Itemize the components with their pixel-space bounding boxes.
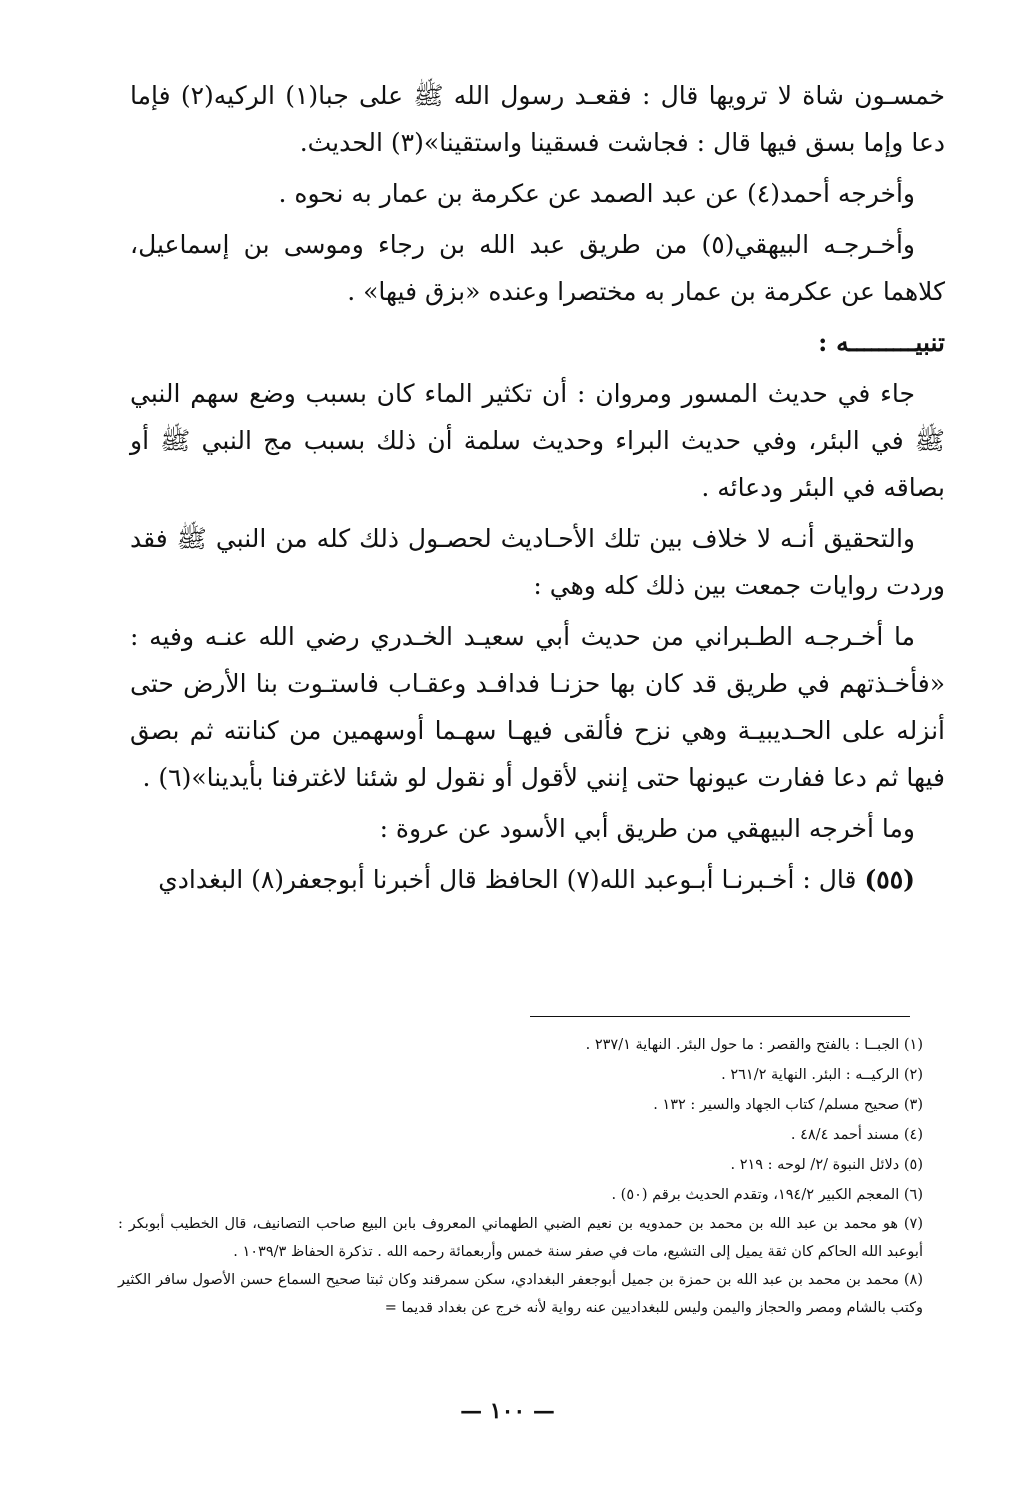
paragraph-5: والتحقيق أنـه لا خلاف بين تلك الأحـاديث لحصـول ذلك كله من النبي ﷺ فقد وردت روايات جمعت بين ذلك كله وهي : — [130, 524, 945, 600]
paragraph-4: جاء في حديث المسور ومروان : أن تكثير الماء كان بسبب وضع سهم النبي ﷺ في البئر، وفي حديث البراء وحديث سلمة أن ذلك بسبب مج النبي ﷺ أو بصاقه في البئر ودعائه . — [130, 379, 945, 502]
footnote-6: (٦) المعجم الكبير ١٩٤/٢، وتقدم الحديث برقم (٥٠) . — [611, 1187, 923, 1203]
footnote-2: (٢) الركيــه : البئر. النهاية ٢٦١/٢ . — [721, 1067, 923, 1083]
hadith-number: (٥٥) — [864, 865, 915, 894]
footnote-separator — [530, 1016, 910, 1017]
page-number: — ١٠٠ — — [460, 1398, 555, 1424]
paragraph-3: وأخـرجـه البيهقي(٥) من طريق عبد الله بن رجاء وموسى بن إسماعيل، كلاهما عن عكرمة بن عمار به مختصرا وعنده «بزق فيها» . — [130, 230, 945, 306]
footnote-3: (٣) صحيح مسلم/ كتاب الجهاد والسير : ١٣٢ . — [653, 1097, 923, 1113]
paragraph-8 — [130, 856, 945, 903]
footnote-5: (٥) دلائل النبوة /٢/ لوحه : ٢١٩ . — [730, 1157, 923, 1173]
footnotes — [118, 1030, 923, 1322]
paragraph-7: وما أخرجه البيهقي من طريق أبي الأسود عن عروة : — [379, 814, 915, 843]
paragraph-1: خمسـون شاة لا ترويها قال : فقعـد رسول الله ﷺ على جبا(١) الركيه(٢) فإما دعا وإما بسق فيها قال : فجاشت فسقينا واستقينا»(٣) الحديث. — [130, 81, 945, 157]
footnote-4: (٤) مسند أحمد ٤٨/٤ . — [790, 1127, 923, 1143]
footnote-8: (٨) محمد بن محمد بن عبد الله بن حمزة بن جميل أبوجعفر البغدادي، سكن سمرقند وكان ثبتا صحيح السماع حسن الأصول سافر الكثير وكتب بالشام ومصر والحجاز واليمن وليس للبغداديين عنه رواية لأنه خرج عن بغداد قديما = — [118, 1272, 923, 1316]
paragraph-8-text: قال : أخـبرنـا أبـوعبد الله(٧) الحافظ قال أخبرنا أبوجعفر(٨) البغدادي — [158, 865, 857, 894]
paragraph-6: ما أخـرجـه الطـبراني من حديث أبي سعيـد الخـدري رضي الله عنـه وفيه : «فأخـذتهم في طريق قد كان بها حزنـا فدافـد وعقـاب فاستـوت بنا الأرض حتى أنزله على الحـديبيـة وهي نزح فألقى فيهـا سهـما أوسهمين من كنانته ثم بصق فيها ثم دعا ففارت عيونها حتى إنني لأقول أو نقول لو شئنا لاغترفنا بأيدينا»(٦) . — [130, 622, 945, 792]
footnote-1: (١) الجبــا : بالفتح والقصر : ما حول البئر. النهاية ٢٣٧/١ . — [585, 1037, 923, 1053]
paragraph-2: وأخرجه أحمد(٤) عن عبد الصمد عن عكرمة بن عمار به نحوه . — [278, 179, 915, 208]
section-heading: تنبيـــــــــه : — [818, 328, 945, 357]
main-text — [130, 72, 945, 907]
footnote-7: (٧) هو محمد بن عبد الله بن محمد بن حمدويه بن نعيم الضبي الطهماني المعروف بابن البيع صاحب التصانيف، قال الخطيب أبوبكر : أبوعبد الله الحاكم كان ثقة يميل إلى التشيع، مات في صفر سنة خمس وأربعمائة رحمه الله . تذكرة الحفاظ ١٠٣٩/٣ . — [118, 1216, 923, 1260]
